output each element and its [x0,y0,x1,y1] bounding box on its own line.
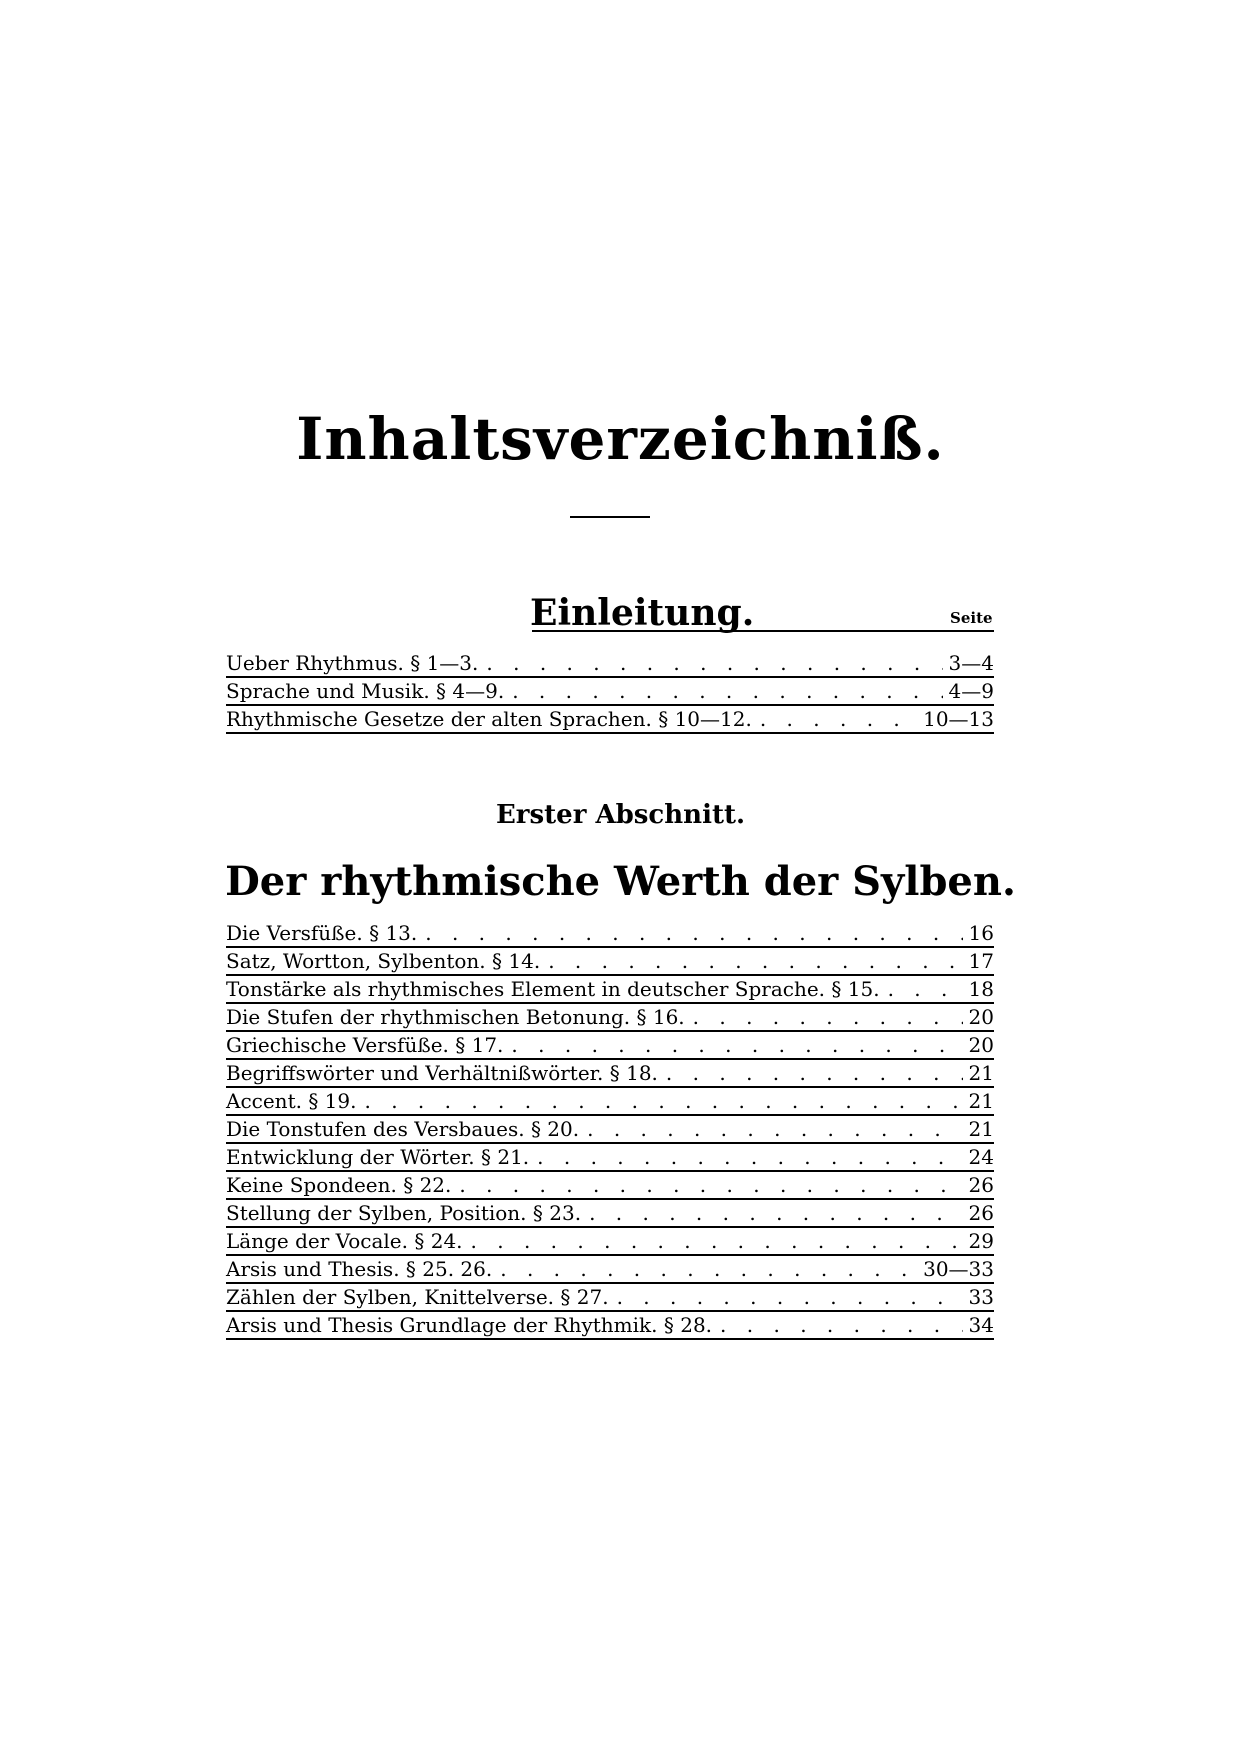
section-title: Der rhythmische Werth der Sylben. [225,858,1016,905]
toc-entry-page: 26 [968,1173,994,1197]
dot-leader [503,1034,962,1056]
toc-entry-page: 33 [968,1285,994,1309]
toc-entry-label: Entwicklung der Wörter. § 21. [226,1145,530,1169]
toc-entry-page: 26 [968,1201,994,1225]
toc-entry-page: 10—13 [923,707,994,731]
toc-entry[interactable] [226,976,994,1004]
toc-entry-page: 16 [968,921,994,945]
toc-entry-label: Ueber Rhythmus. § 1—3. [226,651,479,675]
dot-leader [752,708,917,730]
dot-leader [492,1258,917,1280]
introduction-heading-rule [532,630,994,632]
dot-leader [658,1062,963,1084]
dot-leader [417,922,962,944]
toc-entry-label: Arsis und Thesis Grundlage der Rhythmik. § 28. [226,1313,713,1337]
toc-entry-label: Tonstärke als rhythmisches Element in deutscher Sprache. § 15. [226,977,880,1001]
toc-entry-label: Satz, Wortton, Sylbenton. § 14. [226,949,541,973]
page-title: Inhaltsverzeichniß. [296,405,945,473]
toc-entry[interactable] [226,1200,994,1228]
toc-entry-page: 3—4 [948,651,994,675]
toc-entry-label: Begriffswörter und Verhältnißwörter. § 18. [226,1061,658,1085]
toc-entry-page: 24 [968,1145,994,1169]
title-divider [570,516,650,518]
toc-entry-page: 21 [968,1061,994,1085]
toc-entry-label: Die Tonstufen des Versbaues. § 20. [226,1117,580,1141]
toc-entry[interactable] [226,1144,994,1172]
toc-entry[interactable] [226,706,994,734]
toc-entry-label: Rhythmische Gesetze der alten Sprachen. § 10—12. [226,707,752,731]
dot-leader [463,1230,963,1252]
toc-entry[interactable] [226,1284,994,1312]
toc-entry-page: 34 [968,1313,994,1337]
dot-leader [356,1090,962,1112]
toc-entry[interactable] [226,1088,994,1116]
toc-entry[interactable] [226,1060,994,1088]
introduction-heading: Einleitung. [530,592,755,634]
toc-entry-page: 20 [968,1005,994,1029]
dot-leader [712,1314,963,1336]
toc-entry-page: 21 [968,1089,994,1113]
dot-leader [504,680,942,702]
toc-entry-page: 17 [968,949,994,973]
dot-leader [880,978,963,1000]
toc-entry-label: Arsis und Thesis. § 25. 26. [226,1257,493,1281]
toc-entry[interactable] [226,1228,994,1256]
toc-entry[interactable] [226,1172,994,1200]
toc-entry[interactable] [226,1256,994,1284]
toc-entry-label: Die Versfüße. § 13. [226,921,418,945]
toc-entry-page: 30—33 [923,1257,994,1281]
toc-entry[interactable] [226,948,994,976]
dot-leader [540,950,962,972]
toc-entry[interactable] [226,1116,994,1144]
toc-entry[interactable] [226,678,994,706]
dot-leader [478,652,942,674]
dot-leader [685,1006,963,1028]
toc-entry-page: 21 [968,1117,994,1141]
toc-entry[interactable] [226,650,994,678]
toc-entry-label: Griechische Versfüße. § 17. [226,1033,504,1057]
toc-entry[interactable] [226,1312,994,1340]
toc-entry-label: Keine Spondeen. § 22. [226,1173,452,1197]
toc-entry-label: Stellung der Sylben, Position. § 23. [226,1201,582,1225]
dot-leader [609,1286,963,1308]
dot-leader [579,1118,962,1140]
toc-entry-page: 29 [968,1229,994,1253]
toc-entry-label: Zählen der Sylben, Knittelverse. § 27. [226,1285,609,1309]
toc-entry-page: 4—9 [948,679,994,703]
page-column-label: Seite [950,609,993,627]
toc-entry[interactable] [226,1004,994,1032]
toc-entry-page: 18 [968,977,994,1001]
section-label: Erster Abschnitt. [495,800,746,830]
toc-entry-label: Länge der Vocale. § 24. [226,1229,463,1253]
dot-leader [529,1146,962,1168]
toc-entry-label: Sprache und Musik. § 4—9. [226,679,505,703]
toc-entry-label: Accent. § 19. [226,1089,357,1113]
dot-leader [451,1174,962,1196]
toc-entry[interactable] [226,920,994,948]
toc-entry-page: 20 [968,1033,994,1057]
dot-leader [581,1202,962,1224]
toc-entry-label: Die Stufen der rhythmischen Betonung. § 16. [226,1005,685,1029]
toc-entry[interactable] [226,1032,994,1060]
